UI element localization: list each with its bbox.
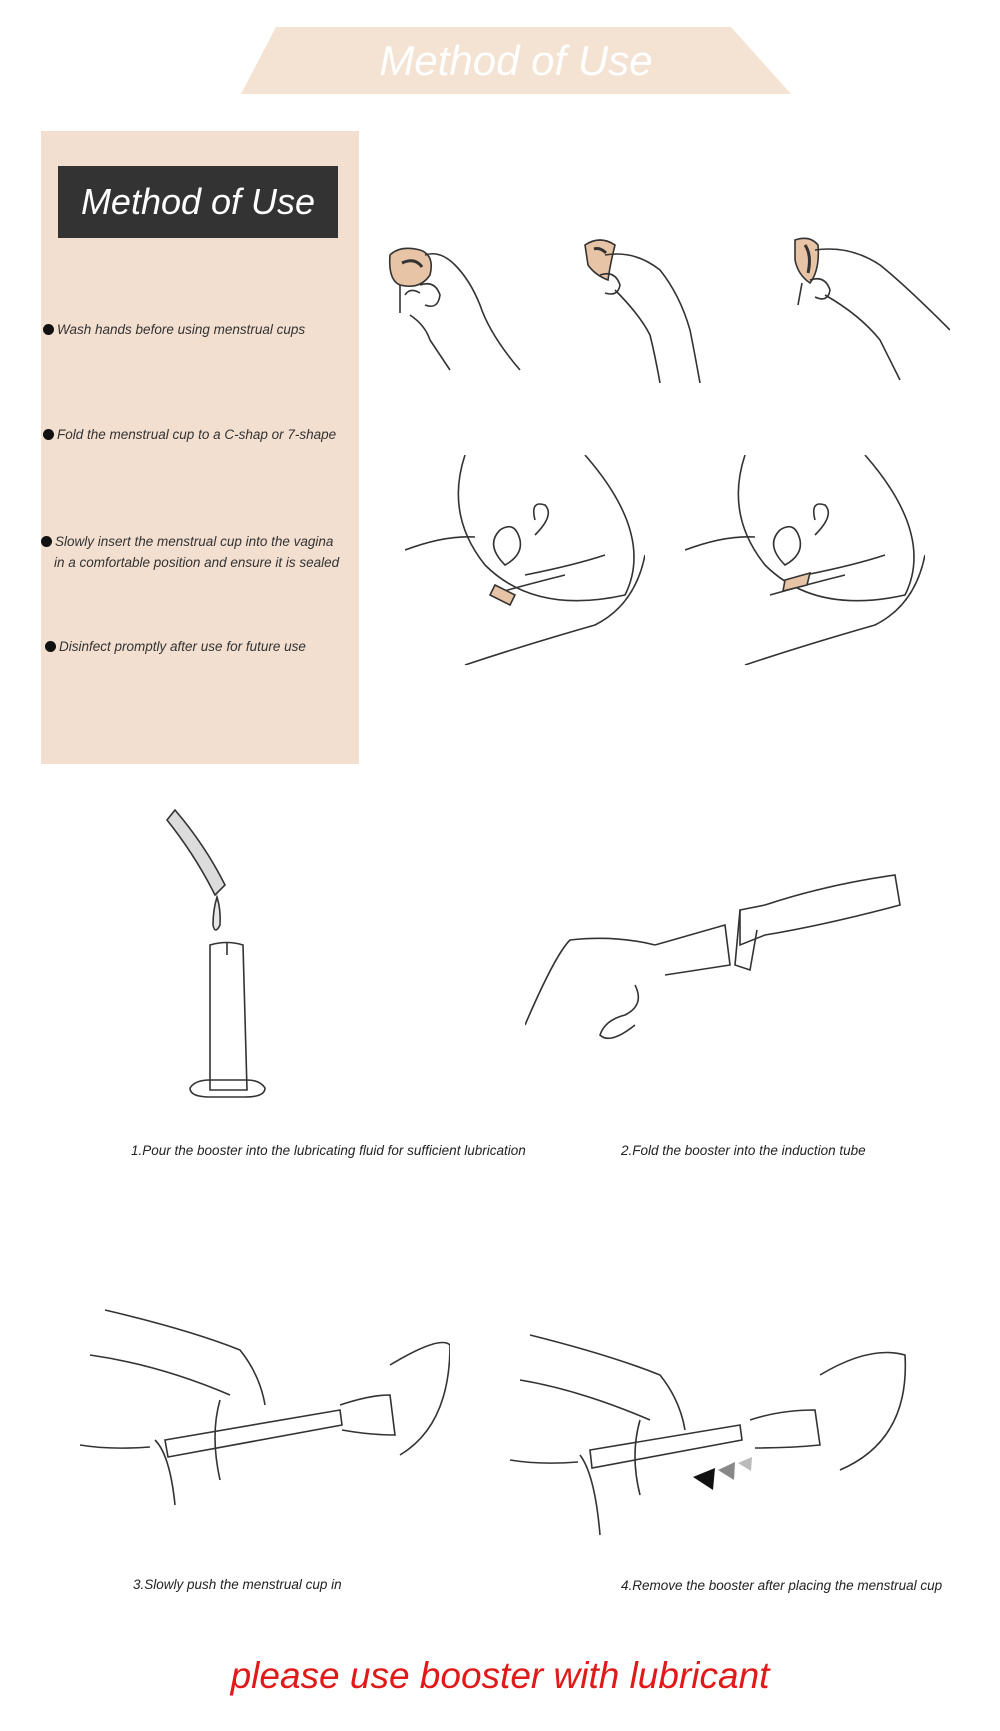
step-text-line1: Slowly insert the menstrual cup into the vagina bbox=[55, 534, 334, 549]
pelvis-cup-placed-illustration bbox=[685, 455, 925, 665]
lubricant-warning: please use booster with lubricant bbox=[230, 1655, 770, 1696]
hand-booster-tube-illustration bbox=[525, 865, 905, 1065]
step-disinfect bbox=[45, 636, 306, 657]
step-fold-cup bbox=[43, 424, 336, 445]
panel-title: Method of Use bbox=[58, 166, 338, 238]
step-text: Disinfect promptly after use for future use bbox=[59, 639, 306, 654]
step-text: Wash hands before using menstrual cups bbox=[57, 322, 306, 337]
bullet-icon bbox=[45, 641, 56, 652]
booster-step-3-caption: 3.Slowly push the menstrual cup in bbox=[133, 1577, 342, 1592]
step-insert-cup bbox=[41, 531, 339, 573]
hand-c-fold-cup-illustration bbox=[790, 235, 950, 385]
bullet-icon bbox=[43, 324, 54, 335]
booster-step-4-caption: 4.Remove the booster after placing the menstrual cup bbox=[621, 1578, 943, 1593]
lubricant-bottle-illustration bbox=[165, 805, 295, 1105]
booster-step-2-caption: 2.Fold the booster into the induction tube bbox=[621, 1143, 866, 1158]
bullet-icon bbox=[41, 536, 52, 547]
hand-folding-cup-illustration bbox=[580, 235, 710, 385]
banner-title: Method of Use bbox=[379, 37, 653, 84]
step-text: Fold the menstrual cup to a C-shap or 7-shape bbox=[57, 427, 337, 442]
hand-removing-booster-illustration bbox=[510, 1330, 910, 1545]
hand-holding-cup-illustration bbox=[380, 235, 530, 375]
instruction-panel bbox=[41, 131, 359, 764]
booster-step-1-caption: 1.Pour the booster into the lubricating fluid for sufficient lubrication bbox=[131, 1143, 526, 1158]
top-banner bbox=[241, 27, 791, 94]
hand-pushing-cup-illustration bbox=[80, 1305, 450, 1515]
bullet-icon bbox=[43, 429, 54, 440]
pelvis-cross-section-illustration bbox=[405, 455, 645, 665]
step-text-line2: in a comfortable position and ensure it is sealed bbox=[54, 555, 340, 570]
step-wash-hands bbox=[43, 319, 305, 340]
